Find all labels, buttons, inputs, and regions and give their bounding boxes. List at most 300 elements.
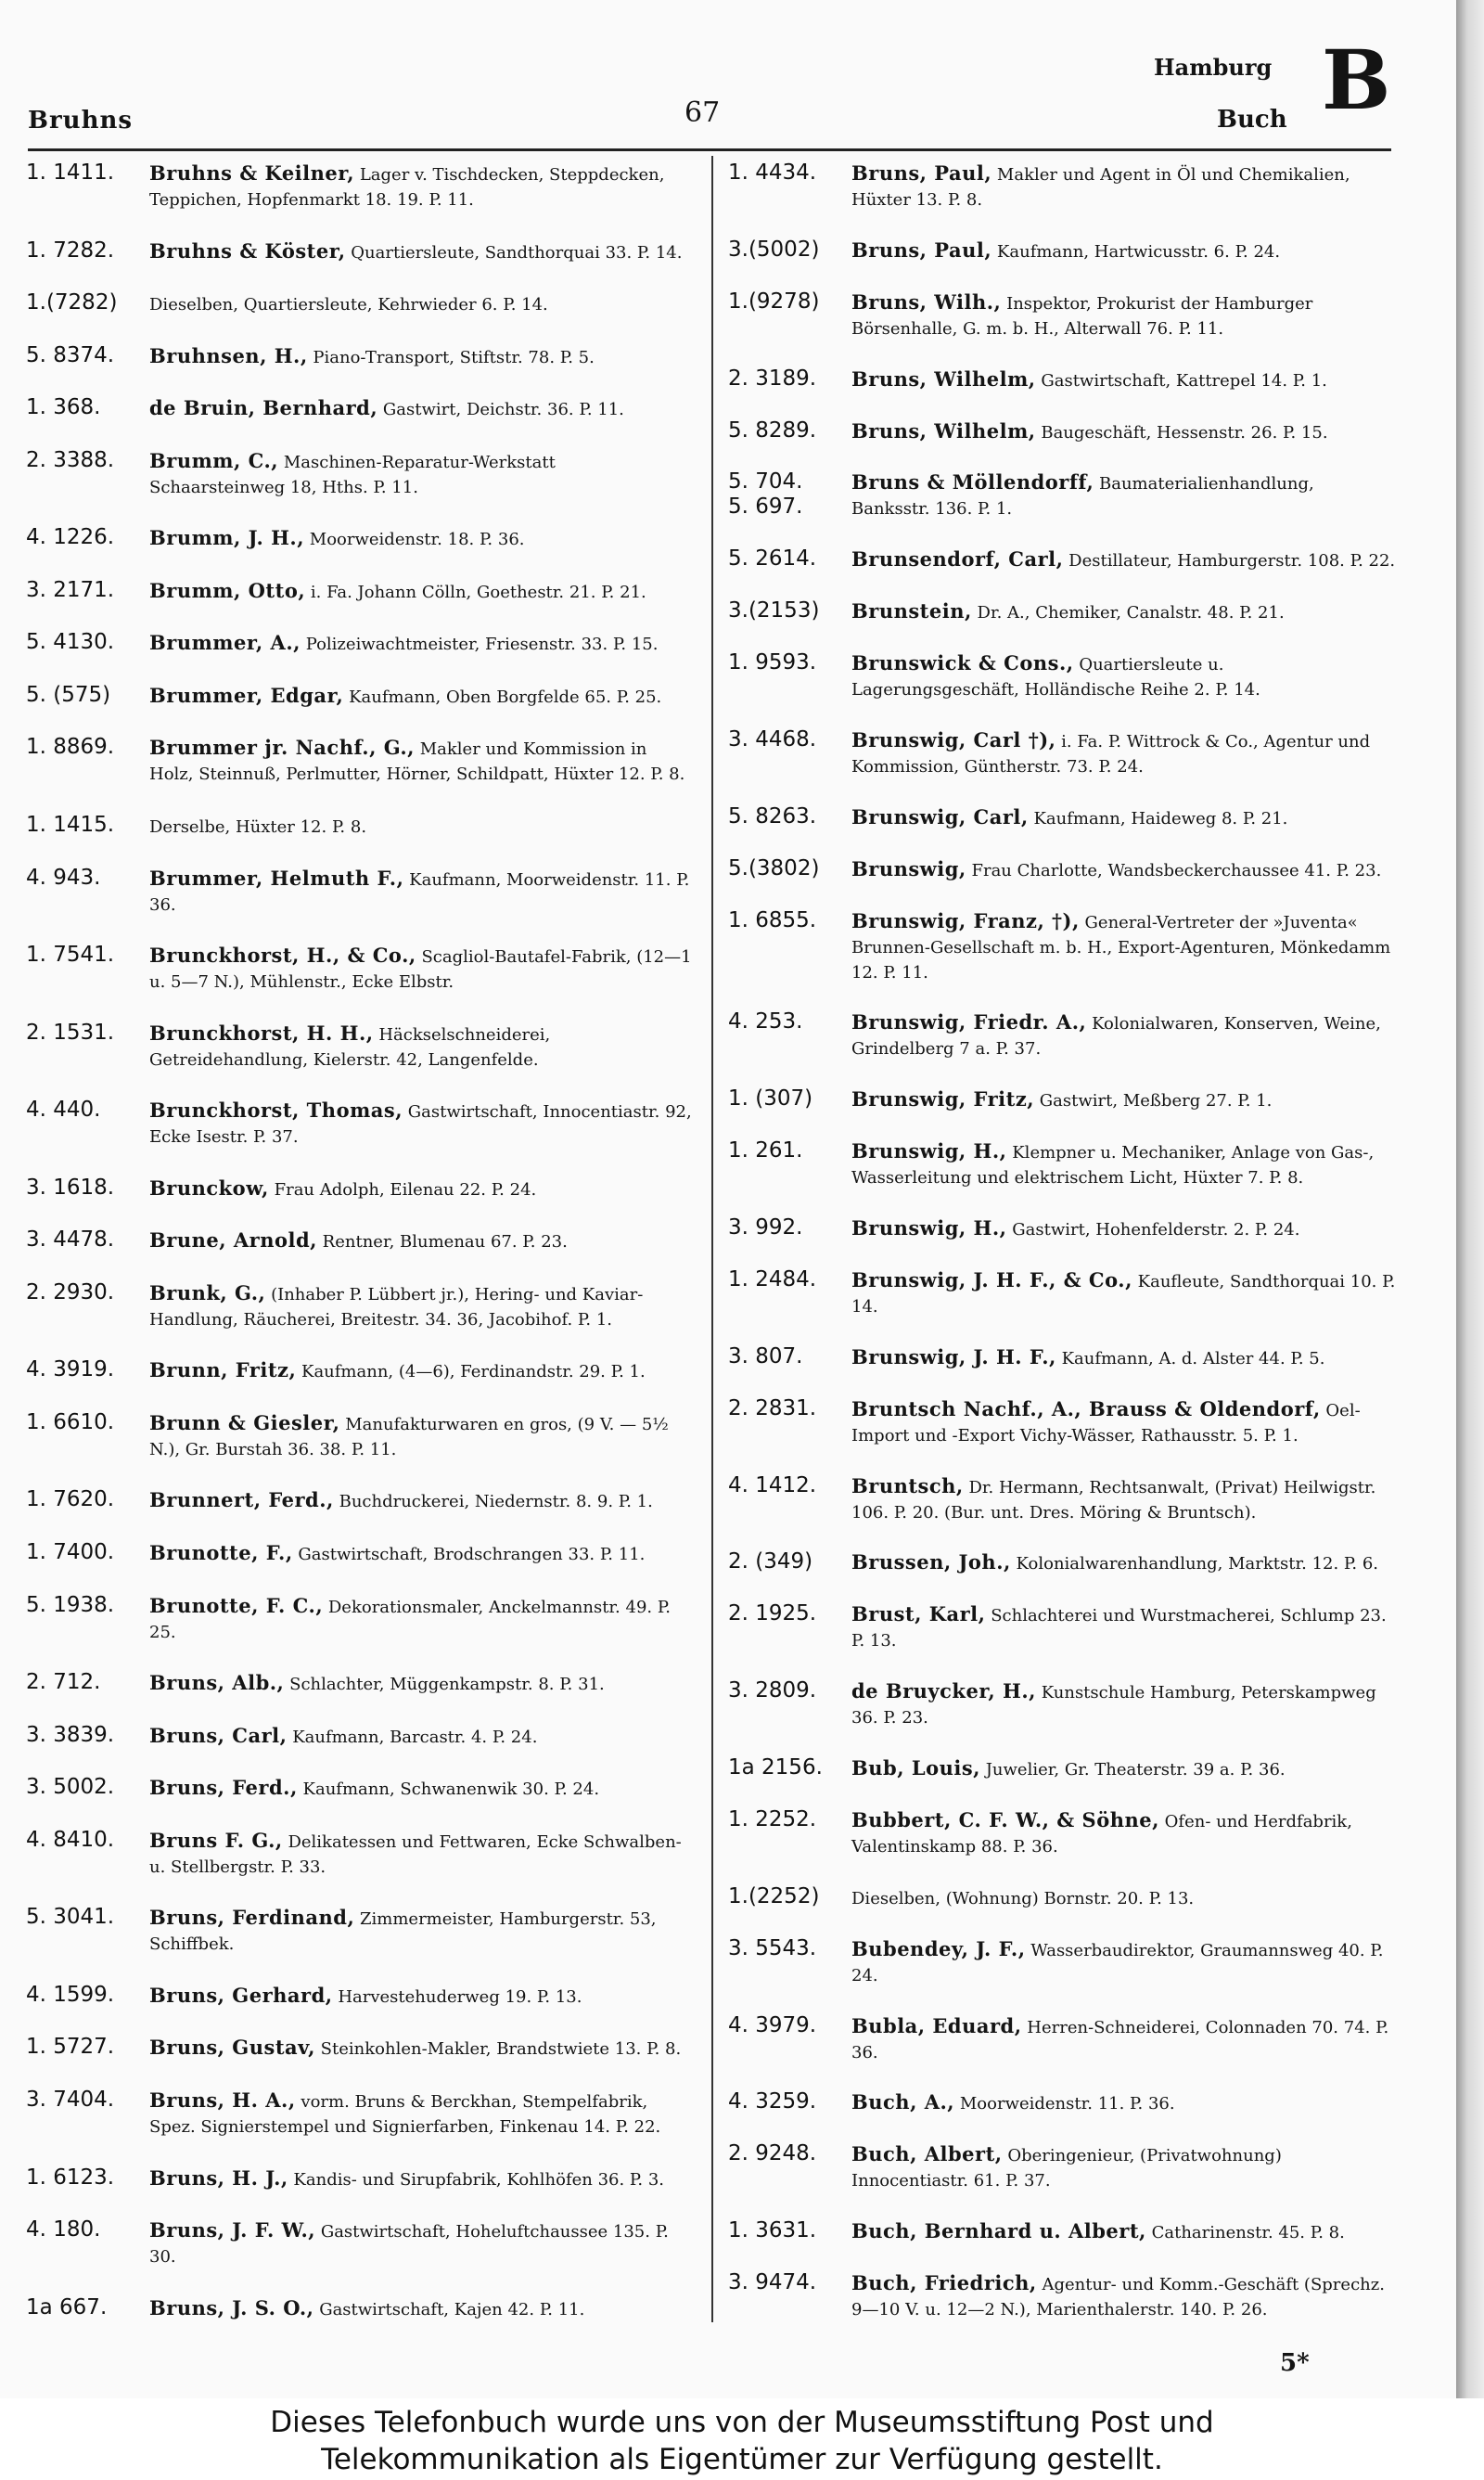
entry-text — [851, 1678, 1396, 1730]
subscriber-details: Kaufmann, A. d. Alster 44. P. 5. — [1061, 1348, 1325, 1368]
phone-number: 1. 3631. — [728, 2218, 817, 2243]
subscriber-details: Destillateur, Hamburgerstr. 108. P. 22. — [1068, 551, 1396, 572]
phone-number: 1.(9278) — [728, 289, 820, 314]
subscriber-details: Lager v. Tischdecken, Steppdecken, Teppichen, Hopfenmarkt 18. 19. P. 11. — [149, 165, 665, 210]
subscriber-details: Kaufmann, (4—6), Ferdinandstr. 29. P. 1. — [301, 1362, 646, 1382]
entry-text — [149, 1280, 694, 1332]
subscriber-name: Bruns, H. A., — [149, 2088, 296, 2112]
right-column — [728, 161, 1396, 2322]
subscriber-details: Quartiersleute, Sandthorquai 33. P. 14. — [351, 242, 683, 263]
subscriber-name: Brunckow, — [149, 1176, 269, 1200]
phone-number: 4. 3259. — [728, 2089, 817, 2114]
subscriber-name: Brunswig, — [851, 856, 966, 880]
subscriber-details: Kolonialwaren, Konserven, Weine, Grindelberg 7 a. P. 37. — [851, 1014, 1381, 1060]
directory-entry — [26, 161, 694, 212]
entry-text — [149, 943, 694, 995]
entry-text — [149, 735, 694, 787]
notice-line-2: Telekommunikation als Eigentümer zur Verfügung gestellt. — [321, 2443, 1163, 2476]
phone-number: 1. 368. — [26, 395, 101, 420]
subscriber-details: Kaufmann, Haideweg 8. P. 21. — [1033, 808, 1288, 829]
entry-text — [851, 650, 1396, 702]
subscriber-details: Oel-Import und -Export Vichy-Wässer, Rathausstr. 5. P. 1. — [851, 1400, 1361, 1446]
directory-entry — [728, 1473, 1396, 1525]
subscriber-name: Buch, A., — [851, 2090, 955, 2114]
phone-number: 3. 1618. — [26, 1175, 115, 1200]
subscriber-name: Brummer, Helmuth F., — [149, 866, 404, 890]
entry-text — [149, 866, 694, 918]
directory-entry — [728, 1344, 1396, 1371]
phone-number: 4. 1412. — [728, 1472, 817, 1497]
phone-number: 5. 704. 5. 697. — [728, 469, 803, 520]
directory-entry — [26, 1021, 694, 1073]
phone-number: 2. 3189. — [728, 366, 817, 391]
subscriber-name: Bruntsch Nachf., A., Brauss & Oldendorf, — [851, 1396, 1321, 1420]
directory-entry — [728, 1884, 1396, 1911]
subscriber-name: Brunswig, Friedr. A., — [851, 1010, 1087, 1034]
entry-text — [149, 1410, 694, 1462]
subscriber-details: Gastwirt, Hohenfelderstr. 2. P. 24. — [1012, 1220, 1300, 1240]
directory-entry — [26, 1905, 694, 1957]
phone-number: 1. (307) — [728, 1086, 813, 1112]
directory-entry — [728, 2218, 1396, 2245]
directory-entry — [728, 727, 1396, 779]
subscriber-name: Bubbert, C. F. W., & Söhne, — [851, 1807, 1159, 1831]
phone-number: 2. 712. — [26, 1670, 101, 1695]
phone-number: 4. 180. — [26, 2217, 101, 2242]
directory-entry — [26, 1723, 694, 1750]
directory-entry — [26, 735, 694, 787]
entry-text — [851, 2089, 1396, 2116]
directory-entry — [728, 1601, 1396, 1653]
phone-number: 4. 1226. — [26, 525, 115, 550]
subscriber-name: Bruns, Wilh., — [851, 289, 1002, 314]
subscriber-details: Agentur- und Komm.-Geschäft (Sprechz. 9—10 V. u. 12—2 N.), Marienthalerstr. 140. P. 26. — [851, 2275, 1385, 2319]
subscriber-details: Buchdruckerei, Niedernstr. 8. 9. P. 1. — [339, 1492, 653, 1512]
phone-number: 3. 5543. — [728, 1935, 817, 1960]
subscriber-name: Brussen, Joh., — [851, 1550, 1011, 1574]
subscriber-details: Gastwirt, Meßberg 27. P. 1. — [1039, 1091, 1273, 1112]
subscriber-name: Buch, Bernhard u. Albert, — [851, 2219, 1146, 2243]
phone-number: 4. 8410. — [26, 1827, 115, 1852]
subscriber-details: Häckselschneiderei, Getreidehandlung, Kielerstr. 42, Langenfelde. — [149, 1024, 551, 1070]
directory-entry — [26, 1280, 694, 1332]
directory-entry — [728, 1396, 1396, 1448]
entry-text — [149, 1021, 694, 1073]
subscriber-name: Brunckhorst, H. H., — [149, 1021, 374, 1045]
subscriber-name: Brunn, Fritz, — [149, 1358, 297, 1382]
subscriber-details: Kaufleute, Sandthorquai 10. P. 14. — [851, 1271, 1396, 1317]
phone-number: 5. 8289. — [728, 418, 817, 443]
subscriber-details: (Inhaber P. Lübbert jr.), Hering- und Kaviar-Handlung, Räucherei, Breitestr. 34. 36, Jacobihof. P. 1. — [149, 1284, 644, 1330]
subscriber-name: Brumm, C., — [149, 448, 279, 472]
subscriber-name: Bruns, Alb., — [149, 1671, 285, 1695]
subscriber-details: Herren-Schneiderei, Colonnaden 70. 74. P. 36. — [851, 2017, 1389, 2062]
subscriber-name: de Bruin, Bernhard, — [149, 396, 378, 420]
directory-entry — [26, 1540, 694, 1567]
subscriber-name: Bruhns & Keilner, — [149, 161, 355, 185]
directory-entry — [26, 2035, 694, 2062]
left-column — [26, 161, 694, 2322]
directory-entry — [26, 1357, 694, 1384]
directory-entry — [26, 1410, 694, 1462]
entry-text — [851, 1138, 1396, 1190]
entry-text — [851, 727, 1396, 779]
subscriber-name: Brunswig, Franz, †), — [851, 908, 1080, 932]
entry-text — [149, 1357, 694, 1384]
subscriber-name: de Bruycker, H., — [851, 1679, 1036, 1703]
entry-text — [149, 395, 694, 422]
phone-number: 1. 6855. — [728, 907, 817, 932]
subscriber-details: Gastwirtschaft, Kajen 42. P. 11. — [319, 2299, 585, 2319]
entry-text — [149, 683, 694, 710]
subscriber-details: Steinkohlen-Makler, Brandstwiete 13. P. 8. — [320, 2039, 682, 2060]
subscriber-details: General-Vertreter der »Juventa« Brunnen-Gesellschaft m. b. H., Export-Agenturen, Mönkedamm 12. P. 11. — [851, 912, 1391, 983]
phone-number: 4. 3919. — [26, 1357, 115, 1382]
phone-number: 1.(2252) — [728, 1883, 820, 1908]
phone-number: 1. 7620. — [26, 1487, 115, 1512]
entry-text — [851, 1936, 1396, 1988]
phone-number: 2. 1925. — [728, 1601, 817, 1626]
subscriber-name: Brunswig, Carl †), — [851, 727, 1056, 752]
phone-number: 4. 1599. — [26, 1982, 115, 2007]
directory-entry — [26, 1098, 694, 1150]
subscriber-name: Brune, Arnold, — [149, 1228, 317, 1253]
phone-number: 5. 1938. — [26, 1592, 115, 1617]
entry-text — [851, 908, 1396, 985]
entry-text — [851, 2013, 1396, 2065]
phone-number: 2. 3388. — [26, 447, 115, 472]
phone-number: 1. 1411. — [26, 161, 115, 185]
subscriber-name: Bruns, Wilhelm, — [851, 418, 1036, 443]
subscriber-details: Rentner, Blumenau 67. P. 23. — [322, 1232, 568, 1253]
directory-entry — [26, 578, 694, 605]
directory-entry — [26, 2295, 694, 2322]
phone-number: 2. 9248. — [728, 2141, 817, 2166]
entry-text — [149, 2217, 694, 2269]
entry-text — [851, 2270, 1396, 2322]
subscriber-name: Brunk, G., — [149, 1280, 266, 1304]
phone-number: 3. 4478. — [26, 1227, 115, 1253]
subscriber-details: Catharinenstr. 45. P. 8. — [1151, 2223, 1345, 2243]
subscriber-name: Brunswig, J. H. F., & Co., — [851, 1267, 1132, 1291]
directory-entry — [26, 813, 694, 840]
subscriber-name: Brunnert, Ferd., — [149, 1488, 334, 1512]
subscriber-name: Bruns F. G., — [149, 1828, 283, 1852]
phone-number: 5. 3041. — [26, 1905, 115, 1930]
entry-text — [851, 2141, 1396, 2193]
directory-entry — [26, 1176, 694, 1202]
phone-number: 1. 7282. — [26, 238, 115, 263]
entry-text — [851, 1267, 1396, 1319]
phone-number: 3. 992. — [728, 1215, 803, 1240]
subscriber-details: Dr. A., Chemiker, Canalstr. 48. P. 21. — [977, 603, 1285, 623]
directory-entry — [728, 804, 1396, 831]
directory-entry — [728, 1678, 1396, 1730]
directory-entry — [26, 343, 694, 370]
subscriber-name: Brunswig, J. H. F., — [851, 1344, 1056, 1368]
directory-entry — [26, 943, 694, 995]
phone-number: 2. 2831. — [728, 1395, 817, 1420]
phone-number: 5.(3802) — [728, 855, 820, 880]
subscriber-name: Bruns, Paul, — [851, 161, 992, 185]
subscriber-name: Bub, Louis, — [851, 1756, 980, 1780]
directory-entry — [728, 1267, 1396, 1319]
phone-number: 5. 4130. — [26, 630, 115, 655]
phone-number: 5. 8263. — [728, 803, 817, 829]
directory-entry — [26, 2088, 694, 2139]
entry-text — [851, 1086, 1396, 1113]
subscriber-details: Schlachterei und Wurstmacherei, Schlump 23. P. 13. — [851, 1606, 1387, 1651]
subscriber-details: Klempner u. Mechaniker, Anlage von Gas-, Wasserleitung und elektrischem Licht, Hüxter 7. P. 8. — [851, 1143, 1375, 1189]
running-head-city: Hamburg — [1154, 54, 1273, 81]
subscriber-name: Brunsendorf, Carl, — [851, 547, 1064, 572]
directory-entry — [26, 525, 694, 552]
ownership-notice — [0, 2398, 1484, 2480]
entry-text — [149, 238, 694, 265]
directory-entry — [728, 2141, 1396, 2193]
entry-text — [851, 238, 1396, 264]
entry-text — [149, 343, 694, 370]
phone-number: 1. 2484. — [728, 1266, 817, 1291]
entry-text — [149, 525, 694, 552]
entry-text — [149, 1983, 694, 2010]
subscriber-name: Brunswig, Fritz, — [851, 1087, 1035, 1112]
phone-number: 1. 4434. — [728, 161, 817, 185]
subscriber-details: Kunstschule Hamburg, Peterskampweg 36. P. 23. — [851, 1683, 1376, 1728]
subscriber-details: Gastwirtschaft, Kattrepel 14. P. 1. — [1041, 370, 1327, 391]
directory-entry — [728, 1009, 1396, 1061]
entry-text — [149, 1176, 694, 1202]
subscriber-name: Brunswig, H., — [851, 1216, 1007, 1240]
entry-text — [851, 856, 1396, 883]
subscriber-details: Makler und Agent in Öl und Chemikalien, Hüxter 13. P. 8. — [851, 165, 1350, 210]
directory-entry — [728, 1086, 1396, 1113]
phone-number: 1. 5727. — [26, 2035, 115, 2060]
phone-number: 3. 9474. — [728, 2270, 817, 2294]
subscriber-name: Brust, Karl, — [851, 1602, 986, 1626]
phone-number: 1. 7400. — [26, 1540, 115, 1565]
directory-entry — [26, 866, 694, 918]
running-head-right: Buch — [1217, 106, 1287, 134]
subscriber-details: Manufakturwaren en gros, (9 V. — 5½ N.), Gr. Burstah 36. 38. P. 11. — [149, 1414, 669, 1459]
directory-entry — [26, 395, 694, 422]
subscriber-details: Harvestehuderweg 19. P. 13. — [338, 1986, 582, 2007]
subscriber-details: Moorweidenstr. 11. P. 36. — [959, 2094, 1175, 2114]
subscriber-details: Dieselben, Quartiersleute, Kehrwieder 6. P. 14. — [149, 295, 548, 315]
phone-number: 5. 2614. — [728, 546, 817, 572]
directory-entry — [728, 366, 1396, 393]
directory-entry — [728, 2089, 1396, 2116]
subscriber-name: Bruns, Gustav, — [149, 2036, 315, 2060]
phone-number: 1. 1415. — [26, 813, 115, 838]
phone-number: 2. 1531. — [26, 1020, 115, 1045]
entry-text — [149, 630, 694, 657]
subscriber-name: Bruns, Ferdinand, — [149, 1906, 355, 1930]
phone-number: 1. 2252. — [728, 1806, 817, 1831]
subscriber-name: Bubendey, J. F., — [851, 1936, 1026, 1960]
subscriber-details: Dr. Hermann, Rechtsanwalt, (Privat) Heilwigstr. 106. P. 20. (Bur. unt. Dres. Möring & Bruntsch). — [851, 1477, 1376, 1523]
signature-mark: 5* — [1280, 2349, 1310, 2377]
phone-number: 1. 6610. — [26, 1409, 115, 1434]
entry-text — [851, 2218, 1396, 2245]
directory-entry — [728, 1138, 1396, 1190]
phone-number: 3.(5002) — [728, 237, 820, 262]
phone-number: 2. 2930. — [26, 1279, 115, 1304]
directory-entry — [26, 1983, 694, 2010]
subscriber-details: Polizeiwachtmeister, Friesenstr. 33. P. 15. — [305, 635, 659, 655]
subscriber-details: i. Fa. Johann Cölln, Goethestr. 21. P. 21. — [310, 582, 646, 602]
entry-text — [149, 1540, 694, 1567]
directory-entry — [26, 238, 694, 265]
header-rule — [28, 148, 1391, 151]
phone-number: 1a 2156. — [728, 1755, 823, 1780]
phone-number: 1. 6123. — [26, 2165, 115, 2190]
entry-text — [149, 1905, 694, 1957]
entry-text — [149, 2088, 694, 2139]
directory-entry — [26, 1487, 694, 1514]
phone-number: 3. 3839. — [26, 1722, 115, 1747]
subscriber-details: vorm. Bruns & Berckhan, Stempelfabrik, Spez. Signierstempel und Signierfarben, Finkenau 14. P. 22. — [149, 2091, 661, 2137]
entry-text — [851, 289, 1396, 341]
subscriber-details: Kaufmann, Barcastr. 4. P. 24. — [292, 1727, 538, 1747]
subscriber-name: Brummer jr. Nachf., G., — [149, 736, 415, 760]
subscriber-details: Gastwirt, Deichstr. 36. P. 11. — [382, 400, 624, 420]
subscriber-name: Brunckhorst, H., & Co., — [149, 944, 416, 968]
subscriber-details: Schlachter, Müggenkampstr. 8. P. 31. — [289, 1675, 605, 1695]
entry-text — [851, 1396, 1396, 1448]
phone-number: 1. 7541. — [26, 943, 115, 968]
subscriber-details: Oberingenieur, (Privatwohnung) Innocentiastr. 61. P. 37. — [851, 2146, 1282, 2191]
entry-text — [851, 469, 1396, 521]
subscriber-name: Brunstein, — [851, 599, 972, 623]
phone-number: 3. 4468. — [728, 726, 817, 752]
subscriber-name: Bruhnsen, H., — [149, 343, 308, 367]
entry-text — [149, 813, 694, 840]
directory-entry — [728, 2013, 1396, 2065]
subscriber-details: Gastwirtschaft, Innocentiastr. 92, Ecke Isestr. P. 37. — [149, 1102, 692, 1148]
entry-text — [851, 1215, 1396, 1242]
directory-entry — [26, 1670, 694, 1697]
subscriber-details: Zimmermeister, Hamburgerstr. 53, Schiffbek. — [149, 1909, 657, 1955]
subscriber-details: Gastwirtschaft, Brodschrangen 33. P. 11. — [298, 1545, 646, 1565]
entry-text — [851, 418, 1396, 445]
phone-number: 2. (349) — [728, 1549, 813, 1574]
entry-text — [851, 804, 1396, 831]
page-edge — [1456, 0, 1484, 2398]
phone-number: 1. 9593. — [728, 650, 817, 675]
notice-line-1: Dieses Telefonbuch wurde uns von der Museumsstiftung Post und — [270, 2406, 1214, 2439]
directory-entry — [26, 290, 694, 317]
running-head-left: Bruhns — [28, 107, 134, 135]
entry-text — [149, 448, 694, 500]
subscriber-name: Buch, Friedrich, — [851, 2271, 1037, 2294]
subscriber-details: Baugeschäft, Hessenstr. 26. P. 15. — [1041, 422, 1328, 443]
entry-text — [851, 366, 1396, 393]
section-letter: B — [1322, 32, 1391, 128]
entry-text — [149, 161, 694, 212]
entry-text — [149, 2295, 694, 2322]
subscriber-details: Kolonialwarenhandlung, Marktstr. 12. P. 6. — [1016, 1554, 1378, 1574]
phone-number: 4. 440. — [26, 1098, 101, 1123]
entry-text — [851, 1009, 1396, 1061]
phone-number: 3.(2153) — [728, 598, 820, 623]
phone-number: 1a 667. — [26, 2294, 108, 2319]
subscriber-details: Makler und Kommission in Holz, Steinnuß, Perlmutter, Hörner, Schildpatt, Hüxter 12. P. 8. — [149, 739, 685, 785]
subscriber-name: Bruhns & Köster, — [149, 238, 346, 263]
phone-number: 5. 8374. — [26, 342, 115, 367]
subscriber-name: Bruntsch, — [851, 1473, 964, 1497]
subscriber-name: Bruns, Gerhard, — [149, 1983, 333, 2007]
phone-number: 4. 253. — [728, 1009, 803, 1034]
subscriber-name: Brummer, A., — [149, 631, 301, 655]
phone-number: 3. 5002. — [26, 1775, 115, 1800]
subscriber-name: Brunckhorst, Thomas, — [149, 1099, 403, 1123]
directory-entry — [26, 1828, 694, 1880]
subscriber-name: Brumm, J. H., — [149, 526, 305, 550]
subscriber-details: Derselbe, Hüxter 12. P. 8. — [149, 817, 367, 838]
directory-entry — [728, 546, 1396, 573]
subscriber-details: Kaufmann, Hartwicusstr. 6. P. 24. — [996, 241, 1281, 262]
subscriber-name: Bruns, Paul, — [851, 238, 992, 262]
page-number: 67 — [684, 96, 721, 129]
subscriber-name: Bruns, J. F. W., — [149, 2218, 316, 2242]
subscriber-details: Delikatessen und Fettwaren, Ecke Schwalben- u. Stellbergstr. P. 33. — [149, 1831, 682, 1877]
subscriber-details: Frau Charlotte, Wandsbeckerchaussee 41. P. 23. — [971, 860, 1382, 880]
subscriber-details: Piano-Transport, Stiftstr. 78. P. 5. — [313, 347, 595, 367]
directory-entry — [728, 2270, 1396, 2322]
subscriber-details: Kaufmann, Moorweidenstr. 11. P. 36. — [149, 869, 690, 915]
phone-number: 5. (575) — [26, 682, 111, 707]
directory-entry — [26, 2165, 694, 2192]
subscriber-details: i. Fa. P. Wittrock & Co., Agentur und Kommission, Güntherstr. 73. P. 24. — [851, 731, 1371, 777]
subscriber-name: Brunotte, F., — [149, 1541, 293, 1565]
subscriber-details: Moorweidenstr. 18. P. 36. — [309, 530, 525, 550]
directory-entry — [26, 683, 694, 710]
directory-entry — [728, 418, 1396, 445]
entry-text — [149, 1593, 694, 1645]
directory-entry — [26, 1593, 694, 1645]
entry-text — [851, 546, 1396, 573]
directory-entry — [26, 2217, 694, 2269]
phone-number: 4. 943. — [26, 865, 101, 890]
subscriber-details: Inspektor, Prokurist der Hamburger Börsenhalle, G. m. b. H., Alterwall 76. P. 11. — [851, 293, 1313, 339]
subscriber-name: Bruns & Möllendorff, — [851, 470, 1094, 495]
subscriber-name: Brunswick & Cons., — [851, 651, 1074, 675]
directory-entry — [728, 1215, 1396, 1242]
entry-text — [149, 2165, 694, 2192]
subscriber-name: Bruns, H. J., — [149, 2165, 288, 2190]
phone-number: 1. 8869. — [26, 735, 115, 760]
phone-number: 3. 2171. — [26, 577, 115, 602]
subscriber-name: Bruns, J. S. O., — [149, 2295, 314, 2319]
subscriber-name: Brunotte, F. C., — [149, 1593, 324, 1617]
entry-text — [149, 1670, 694, 1697]
subscriber-details: Kaufmann, Schwanenwik 30. P. 24. — [302, 1780, 600, 1800]
entry-text — [149, 1487, 694, 1514]
subscriber-name: Buch, Albert, — [851, 2142, 1003, 2166]
entry-text — [149, 1775, 694, 1802]
phone-number: 3. 2809. — [728, 1678, 817, 1703]
subscriber-details: Ofen- und Herdfabrik, Valentinskamp 88. P. 36. — [851, 1811, 1352, 1857]
directory-entry — [728, 469, 1396, 521]
directory-entry — [728, 650, 1396, 702]
entry-text — [149, 1098, 694, 1150]
directory-entry — [728, 289, 1396, 341]
phone-number: 4. 3979. — [728, 2012, 817, 2037]
directory-entry — [26, 630, 694, 657]
entry-text — [851, 1884, 1396, 1911]
subscriber-name: Brumm, Otto, — [149, 578, 306, 602]
